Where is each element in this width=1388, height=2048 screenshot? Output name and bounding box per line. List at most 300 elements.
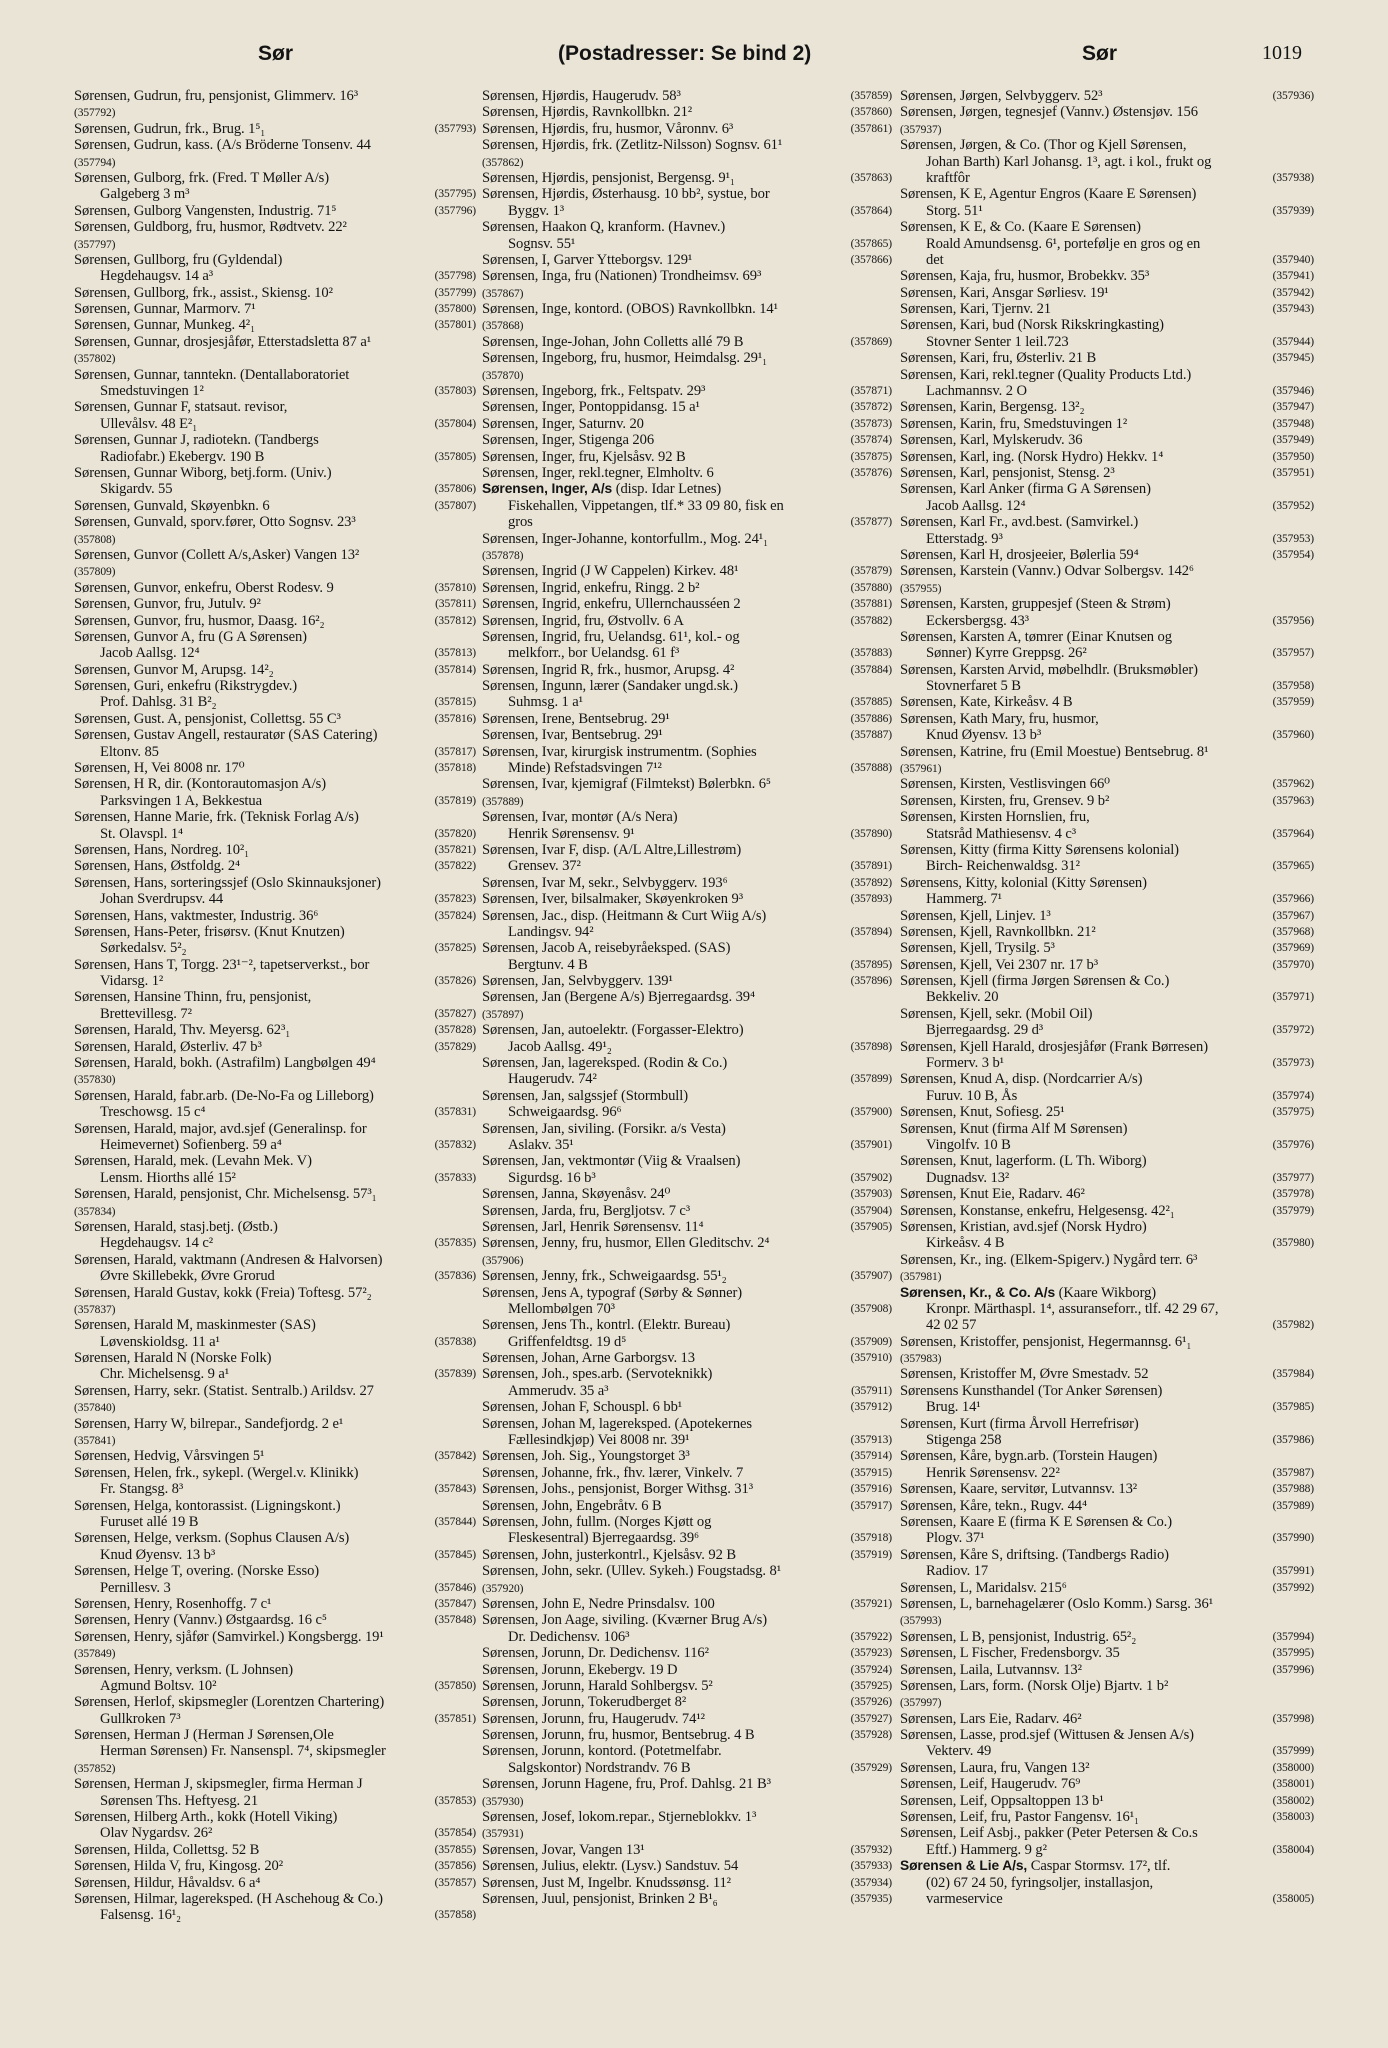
entry-text: Sørensen, H R, dir. (Kontorautomasjon A/s) — [74, 776, 326, 793]
directory-entry-line — [900, 1416, 1314, 1432]
directory-entry-line — [482, 1563, 892, 1579]
entry-number: (357833) — [434, 1171, 476, 1184]
entry-number: (357908) — [850, 1302, 892, 1315]
directory-entry-line — [482, 1776, 892, 1792]
directory-entry-line — [482, 1547, 892, 1563]
entry-text: Suhmsg. 1 a¹ — [508, 694, 583, 711]
directory-entry-line — [900, 1809, 1314, 1825]
directory-entry-line — [482, 514, 892, 530]
directory-entry-line — [482, 1612, 892, 1628]
entry-number: (357899) — [850, 1073, 892, 1086]
entry-text: Agmund Boltsv. 10² — [100, 1677, 217, 1694]
directory-entry-line — [482, 1399, 892, 1415]
directory-entry-line — [74, 367, 476, 383]
directory-entry-line — [74, 252, 476, 268]
directory-entry-line — [482, 203, 892, 219]
entry-number: (357813) — [434, 647, 476, 660]
directory-entry-line — [482, 1760, 892, 1776]
entry-number: (357993) — [900, 1615, 942, 1628]
entry-number: (357824) — [434, 909, 476, 922]
entry-text: Sørensen, Ingeborg, fru, husmor, Heimdalsg. 29¹₁ — [482, 350, 768, 367]
entry-number: (357795) — [434, 188, 476, 201]
directory-entry-line — [900, 596, 1314, 612]
directory-entry-line — [900, 399, 1314, 415]
directory-entry-line — [482, 236, 892, 252]
entry-number: (357903) — [850, 1188, 892, 1201]
directory-entry-line — [900, 1514, 1314, 1530]
entry-text: Sørensen, Gunvor (Collett A/s,Asker) Vangen 13² — [74, 546, 360, 563]
entry-text: Sørensen, Lasse, prod.sjef (Wittusen & Jensen A/s) — [900, 1727, 1194, 1744]
entry-text: Sørensen, Karl H, drosjeeier, Bølerlia 59⁴ — [900, 546, 1139, 563]
entry-text: Sørensen, Ivar, Bentsebrug. 29¹ — [482, 727, 663, 744]
directory-entry-line — [74, 727, 476, 743]
entry-number: (357962) — [1272, 778, 1314, 791]
entry-number: (357949) — [1272, 434, 1314, 447]
entry-text: Sørensen, Jan, salgssjef (Stormbull) — [482, 1087, 688, 1104]
entry-number: (357943) — [1272, 303, 1314, 316]
entry-text: Sørensen, Knud A, disp. (Nordcarrier A/s) — [900, 1071, 1143, 1088]
directory-entry-line — [74, 1907, 476, 1923]
entry-number: (357929) — [850, 1761, 892, 1774]
entry-text: Sørensen, Ivar, montør (A/s Nera) — [482, 809, 678, 826]
directory-entry-line — [900, 1858, 1314, 1874]
directory-entry-line — [900, 88, 1314, 104]
entry-number: (357805) — [434, 450, 476, 463]
header-left-keyword: Sør — [258, 42, 294, 65]
entry-text: Sørensen, Jørgen, & Co. (Thor og Kjell Sørensen, — [900, 137, 1187, 154]
entry-text: Sørensen, Karsten Arvid, møbelhdlr. (Bruksmøbler) — [900, 661, 1198, 678]
entry-text: Sørensen, Karl, ing. (Norsk Hydro) Hekkv. 1⁴ — [900, 448, 1164, 465]
directory-entry-line — [482, 1711, 892, 1727]
entry-number: (357886) — [850, 712, 892, 725]
entry-text: Sørensen, Karl Anker (firma G A Sørensen) — [900, 481, 1151, 498]
directory-entry-line — [482, 1743, 892, 1759]
entry-text: Sørensen, Kristoffer M, Øvre Smestadv. 52 — [900, 1366, 1149, 1383]
entry-text: Sørensen, Jenny, frk., Schweigaardsg. 55¹₂ — [482, 1268, 727, 1285]
directory-entry-line — [900, 1530, 1314, 1546]
directory-entry-line — [900, 154, 1314, 170]
entry-text: Sørensens, Kitty, kolonial (Kitty Sørensen) — [900, 874, 1147, 891]
directory-entry-line — [482, 1039, 892, 1055]
directory-entry-line — [900, 350, 1314, 366]
directory-entry-line — [74, 1514, 476, 1530]
entry-number: (357834) — [74, 1205, 116, 1218]
directory-entry-line — [482, 531, 892, 547]
entry-number: (357835) — [434, 1237, 476, 1250]
entry-number: (357988) — [1272, 1483, 1314, 1496]
directory-entry-line — [482, 1252, 892, 1268]
entry-number: (357964) — [1272, 827, 1314, 840]
entry-text: Prof. Dahlsg. 31 B²₂ — [100, 694, 217, 711]
entry-number: (358002) — [1272, 1794, 1314, 1807]
entry-text: Sognsv. 55¹ — [508, 235, 576, 252]
directory-entry-line — [482, 547, 892, 563]
entry-text: Eftf.) Hammerg. 9 g² — [926, 1841, 1047, 1858]
directory-entry-line — [482, 285, 892, 301]
entry-text: Sørensen, Inger, A/s — [482, 481, 613, 497]
entry-text: Furuset allé 19 B — [100, 1513, 199, 1530]
entry-number: (357934) — [850, 1876, 892, 1889]
directory-entry-line — [482, 1203, 892, 1219]
entry-text-continuation: Caspar Stormsv. 17², tlf. — [1027, 1858, 1171, 1875]
directory-entry-line — [482, 1727, 892, 1743]
entry-text: Johan Barth) Karl Johansg. 1³, agt. i kol., frukt og — [926, 153, 1212, 170]
directory-entry-line — [900, 1481, 1314, 1497]
entry-text: Sørensen, Ingrid, fru, Østvollv. 6 A — [482, 612, 684, 629]
entry-text: Sørensen, Gunnar J, radiotekn. (Tandbergs — [74, 432, 319, 449]
entry-number: (357917) — [850, 1499, 892, 1512]
directory-entry-line — [482, 908, 892, 924]
directory-entry-line — [74, 481, 476, 497]
directory-entry-line — [74, 1039, 476, 1055]
entry-number: (357922) — [850, 1630, 892, 1643]
entry-text: Kirkeåsv. 4 B — [926, 1235, 1005, 1252]
directory-entry-line — [900, 645, 1314, 661]
directory-entry-line — [74, 760, 476, 776]
entry-text: Sørensen, Inge-Johan, John Colletts allé 79 B — [482, 333, 744, 350]
directory-entry-line — [74, 383, 476, 399]
directory-entry-line — [900, 793, 1314, 809]
directory-entry-line — [482, 432, 892, 448]
entry-text: Sørensen, Hildur, Håvaldsv. 6 a⁴ — [74, 1874, 261, 1891]
directory-entry-line — [74, 629, 476, 645]
entry-number: (357936) — [1272, 90, 1314, 102]
directory-entry-line — [74, 1448, 476, 1464]
directory-entry-line — [74, 1285, 476, 1301]
entry-text: Sørensen, Ingrid, fru, Uelandsg. 61¹, kol.- og — [482, 628, 740, 645]
entry-text: Sørensen, Gunvor, fru, Jutulv. 9² — [74, 596, 261, 613]
directory-entry-line — [482, 170, 892, 186]
entry-number: (357957) — [1272, 647, 1314, 660]
entry-number: (357857) — [434, 1876, 476, 1889]
directory-entry-line — [482, 1498, 892, 1514]
entry-number: (357954) — [1272, 548, 1314, 561]
directory-entry-line — [900, 383, 1314, 399]
entry-text: Sørensen, Harald, Østerliv. 47 b³ — [74, 1038, 262, 1055]
directory-entry-line — [482, 1694, 892, 1710]
directory-entry-line — [74, 1334, 476, 1350]
directory-entry-line — [482, 104, 892, 120]
directory-entry-line — [482, 645, 892, 661]
directory-entry-line — [900, 481, 1314, 497]
entry-number: (357998) — [1272, 1712, 1314, 1725]
directory-entry-line — [74, 596, 476, 612]
directory-entry-line — [482, 760, 892, 776]
entry-number: (357811) — [435, 598, 476, 611]
directory-entry-line — [900, 1153, 1314, 1169]
entry-text: Sørensen, Katrine, fru (Emil Moestue) Bentsebrug. 8¹ — [900, 743, 1209, 760]
entry-number: (357976) — [1272, 1139, 1314, 1151]
directory-entry-line — [482, 137, 892, 153]
entry-text: Sørensen, Jan, lagereksped. (Rodin & Co.) — [482, 1055, 728, 1072]
entry-number: (357990) — [1272, 1532, 1314, 1545]
directory-entry-line — [482, 1809, 892, 1825]
entry-text: Sørensen, Johan M, lagereksped. (Apotekernes — [482, 1415, 752, 1432]
entry-number: (357866) — [850, 253, 892, 266]
directory-entry-line — [900, 121, 1314, 137]
entry-number: (357914) — [850, 1450, 892, 1463]
directory-entry-line — [900, 449, 1314, 465]
entry-number: (357882) — [850, 614, 892, 627]
directory-entry-line — [900, 1203, 1314, 1219]
directory-entry-line — [74, 989, 476, 1005]
entry-number: (357986) — [1272, 1434, 1314, 1447]
entry-number: (357861) — [850, 122, 892, 135]
entry-text: det — [926, 251, 944, 268]
directory-entry-line — [900, 1727, 1314, 1743]
entry-number: (357816) — [434, 712, 476, 725]
directory-entry-line — [74, 744, 476, 760]
entry-text: Sørensen, Kaja, fru, husmor, Brobekkv. 35³ — [900, 268, 1150, 285]
directory-entry-line — [74, 1612, 476, 1628]
entry-number: (357999) — [1272, 1745, 1314, 1758]
directory-entry-line — [482, 744, 892, 760]
directory-entry-line — [900, 137, 1314, 153]
entry-number: (357997) — [900, 1697, 942, 1710]
directory-entry-line — [482, 1891, 892, 1907]
directory-entry-line — [482, 629, 892, 645]
directory-entry-line — [74, 613, 476, 629]
directory-entry-line — [74, 580, 476, 596]
entry-text: Sørensen, Kr., & Co. A/s — [900, 1284, 1056, 1300]
directory-entry-line — [482, 826, 892, 842]
entry-number: (358003) — [1272, 1811, 1314, 1824]
directory-entry-line — [74, 1891, 476, 1907]
entry-number: (357963) — [1272, 794, 1314, 807]
entry-text: gros — [508, 514, 533, 531]
entry-text: Sørensen, Kåre, bygn.arb. (Torstein Haugen) — [900, 1448, 1158, 1465]
entry-text: Sørensen, Knut (firma Alf M Sørensen) — [900, 1120, 1128, 1137]
entry-text: Sørensen, Juul, pensjonist, Brinken 2 B¹₆ — [482, 1890, 718, 1907]
directory-entry-line — [482, 809, 892, 825]
entry-number: (357883) — [850, 647, 892, 660]
directory-entry-line — [900, 1006, 1314, 1022]
directory-entry-line — [482, 1186, 892, 1202]
entry-text: Sørensen, Gudrun, frk., Brug. 1⁵₁ — [74, 120, 266, 137]
entry-text: Sørensen, Ivar M, sekr., Selvbyggerv. 193⁶ — [482, 874, 728, 891]
entry-number: (357842) — [434, 1450, 476, 1463]
directory-entry-line — [482, 1596, 892, 1612]
entry-text: Sørensen, Karin, fru, Smedstuvingen 1² — [900, 415, 1128, 432]
entry-text: Sørensen, John, justerkontrl., Kjelsåsv. 92 B — [482, 1546, 736, 1563]
entry-text: Formerv. 3 b¹ — [926, 1055, 1004, 1072]
entry-text: Sørensen, Hjørdis, Østerhausg. 10 bb², systue, bor — [482, 186, 770, 203]
entry-text: Sørensen, Laura, fru, Vangen 13² — [900, 1759, 1090, 1776]
directory-entry-line — [74, 514, 476, 530]
entry-text: Sørensen, Knut, lagerform. (L Th. Wiborg) — [900, 1153, 1147, 1170]
directory-entry-line — [74, 678, 476, 694]
entry-number: (357876) — [850, 466, 892, 479]
entry-text: Sørensen, Kjell, Vei 2307 nr. 17 b³ — [900, 956, 1099, 973]
directory-entry-line — [900, 842, 1314, 858]
directory-entry-line — [900, 285, 1314, 301]
directory-entry-line — [482, 1121, 892, 1137]
entry-text: Sørensen, Ingrid R, frk., husmor, Arupsg. 4² — [482, 661, 735, 678]
entry-text: Plogv. 37¹ — [926, 1530, 985, 1547]
entry-number: (357792) — [74, 107, 116, 120]
entry-text: Sørensen, Kitty (firma Kitty Sørensens kolonial) — [900, 841, 1179, 858]
entry-text: Landingsv. 94² — [508, 923, 594, 940]
entry-text-continuation: (disp. Idar Letnes) — [612, 481, 722, 498]
entry-text: Sørensen, Inger, Pontoppidansg. 15 a¹ — [482, 399, 700, 416]
entry-number: (357836) — [434, 1270, 476, 1283]
entry-text: Herman Sørensen) Fr. Nansenspl. 7⁴, skipsmegler — [100, 1743, 386, 1760]
entry-text: St. Olavspl. 1⁴ — [100, 825, 184, 842]
entry-text: Sørensen, Kirsten Hornslien, fru, — [900, 809, 1090, 826]
entry-text: Ammerudv. 35 a³ — [508, 1382, 609, 1399]
directory-entry-line — [74, 1121, 476, 1137]
entry-text: Sørensen, Leif, Haugerudv. 76⁹ — [900, 1776, 1081, 1793]
entry-text: Bjerregaardsg. 29 d³ — [926, 1022, 1044, 1039]
directory-entry-line — [900, 1432, 1314, 1448]
entry-number: (357881) — [850, 598, 892, 611]
entry-number: (357985) — [1272, 1401, 1314, 1414]
entry-text: Sørensen, Harald N (Norske Folk) — [74, 1350, 272, 1367]
directory-entry-line — [482, 1514, 892, 1530]
entry-text: Sørensen, Gudrun, fru, pensjonist, Glimmerv. 16³ — [74, 88, 358, 104]
entry-number: (357804) — [434, 417, 476, 430]
entry-number: (357830) — [74, 1074, 116, 1087]
directory-entry-line — [482, 1842, 892, 1858]
entry-text: Sørensen, Helge T, overing. (Norske Esso) — [74, 1563, 320, 1580]
directory-entry-line — [900, 613, 1314, 629]
entry-number: (357953) — [1272, 532, 1314, 545]
entry-number: (357847) — [434, 1597, 476, 1610]
entry-text-continuation: (Kaare Wikborg) — [1055, 1284, 1157, 1301]
entry-text: Sørensen, Karl, Mylskerudv. 36 — [900, 432, 1083, 449]
entry-text: Sørensen & Lie A/s, — [900, 1858, 1028, 1874]
directory-entry-line — [74, 1055, 476, 1071]
entry-text: Øvre Skillebekk, Øvre Grorud — [100, 1268, 275, 1285]
directory-entry-line — [900, 465, 1314, 481]
directory-entry-line — [482, 1301, 892, 1317]
entry-number: (357944) — [1272, 335, 1314, 348]
entry-text: Treschowsg. 15 c⁴ — [100, 1104, 206, 1121]
directory-entry-line — [482, 154, 892, 170]
entry-text: Etterstadg. 9³ — [926, 530, 1003, 547]
entry-text: Mellombølgen 70³ — [508, 1300, 615, 1317]
entry-text: Sørensen, Jorunn, fru, husmor, Bentsebrug. 4 B — [482, 1727, 755, 1744]
header-right-keyword: Sør — [1082, 42, 1118, 65]
entry-number: (357938) — [1272, 171, 1314, 184]
entry-text: 42 02 57 — [926, 1317, 977, 1334]
directory-entry-line — [482, 711, 892, 727]
entry-number: (357891) — [850, 860, 892, 873]
directory-entry-line — [900, 678, 1314, 694]
entry-text: Aslakv. 35¹ — [508, 1137, 574, 1153]
directory-entry-line — [900, 1678, 1314, 1694]
directory-entry-line — [482, 1268, 892, 1284]
directory-entry-line — [900, 219, 1314, 235]
entry-text: Sørensen, Ivar F, disp. (A/L Altre,Lillestrøm) — [482, 841, 742, 858]
entry-number: (357879) — [850, 565, 892, 578]
entry-text: Sørkedalsv. 5²₂ — [100, 940, 187, 957]
entry-number: (357927) — [850, 1712, 892, 1725]
entry-number: (357925) — [850, 1679, 892, 1692]
entry-text: Sørensen, Johanne, frk., fhv. lærer, Vinkelv. 7 — [482, 1464, 744, 1481]
entry-text: Sørensen, Kaare, servitør, Lutvannsv. 13² — [900, 1481, 1138, 1498]
directory-entry-line — [74, 1825, 476, 1841]
entry-text: Sørensen, Jon Aage, siviling. (Kværner Brug A/s) — [482, 1612, 768, 1629]
entry-text: Sørensen, Jorunn, Harald Sohlbergsv. 5² — [482, 1677, 713, 1694]
entry-text: Sørensen, Kjell Harald, drosjesjåfør (Frank Børresen) — [900, 1038, 1208, 1055]
entry-number: (357807) — [434, 499, 476, 512]
directory-entry-line — [900, 1547, 1314, 1563]
entry-text: Lachmannsv. 2 O — [926, 383, 1027, 400]
entry-number: (357971) — [1272, 991, 1314, 1004]
directory-entry-line — [74, 1678, 476, 1694]
directory-entry-line — [482, 1448, 892, 1464]
entry-text: Sørensen, Jorunn, fru, Haugerudv. 74¹² — [482, 1710, 705, 1727]
entry-text: Sørensen, Henry, sjåfør (Samvirkel.) Kongsbergg. 19¹ — [74, 1628, 384, 1645]
entry-text: Sørensen, Karstein (Vannv.) Odvar Solbergsv. 142⁶ — [900, 563, 1194, 580]
directory-entry-line — [900, 1645, 1314, 1661]
entry-text: Sørensen, Kjell, Trysilg. 5³ — [900, 940, 1055, 957]
entry-text: Fællesindkjøp) Vei 8008 nr. 39¹ — [508, 1432, 690, 1449]
entry-text: Galgeberg 3 m³ — [100, 186, 190, 203]
directory-entry-line — [482, 1875, 892, 1891]
directory-entry-line — [900, 1219, 1314, 1235]
directory-entry-line — [74, 88, 476, 104]
entry-text: Sørensen, Jørgen, tegnesjef (Vannv.) Østensjøv. 156 — [900, 104, 1198, 121]
entry-text: Sørensen, Gullborg, fru (Gyldendal) — [74, 251, 283, 268]
directory-entry-line — [74, 137, 476, 153]
entry-text: Roald Amundsensg. 6¹, portefølje en gros og en — [926, 235, 1201, 252]
directory-entry-line — [482, 1334, 892, 1350]
entry-text: Sørensen, Inger, fru, Kjelsåsv. 92 B — [482, 448, 686, 465]
entry-text: Salgskontor) Nordstrandv. 76 B — [508, 1759, 691, 1776]
entry-number: (357959) — [1272, 696, 1314, 709]
entry-text: Olav Nygardsv. 26² — [100, 1825, 213, 1842]
directory-entry-line — [900, 170, 1314, 186]
entry-number: (357839) — [434, 1368, 476, 1381]
directory-entry-line — [482, 416, 892, 432]
directory-entry-line — [900, 989, 1314, 1005]
entry-text: Sørensen, Herlof, skipsmegler (Lorentzen Chartering) — [74, 1694, 385, 1711]
entry-text: Stigenga 258 — [926, 1432, 1002, 1449]
directory-entry-line — [900, 1317, 1314, 1333]
entry-text: Sørensen, Kirsten, Vestlisvingen 66⁰ — [900, 776, 1110, 793]
entry-number: (357905) — [850, 1220, 892, 1233]
directory-entry-line — [74, 219, 476, 235]
entry-text: Sørensen, Kjell, Linjev. 1³ — [900, 907, 1051, 924]
directory-entry-line — [900, 875, 1314, 891]
directory-entry-line — [900, 1825, 1314, 1841]
directory-entry-line — [74, 563, 476, 579]
directory-entry-line — [74, 170, 476, 186]
entry-number: (357974) — [1272, 1089, 1314, 1102]
entry-text: Ullevålsv. 48 E²₁ — [100, 415, 198, 432]
directory-entry-line — [482, 662, 892, 678]
directory-entry-line — [900, 268, 1314, 284]
entry-number: (358005) — [1272, 1892, 1314, 1905]
directory-entry-line — [74, 1350, 476, 1366]
entry-number: (357924) — [850, 1663, 892, 1676]
entry-number: (357907) — [850, 1270, 892, 1283]
directory-entry-line — [900, 1071, 1314, 1087]
entry-number: (357945) — [1272, 352, 1314, 365]
directory-entry-line — [482, 1678, 892, 1694]
entry-number: (357865) — [850, 237, 892, 250]
entry-text: Sørensen, Kåre S, driftsing. (Tandbergs Radio) — [900, 1546, 1169, 1563]
entry-number: (357987) — [1272, 1466, 1314, 1479]
entry-text: Sørensen, Jørgen, Selvbyggerv. 52³ — [900, 88, 1103, 104]
entry-number: (357843) — [434, 1483, 476, 1496]
directory-entry-line — [482, 727, 892, 743]
entry-text: Sørensen, Harald, vaktmann (Andresen & Halvorsen) — [74, 1251, 383, 1268]
entry-number: (357996) — [1272, 1663, 1314, 1676]
directory-entry-line — [900, 498, 1314, 514]
